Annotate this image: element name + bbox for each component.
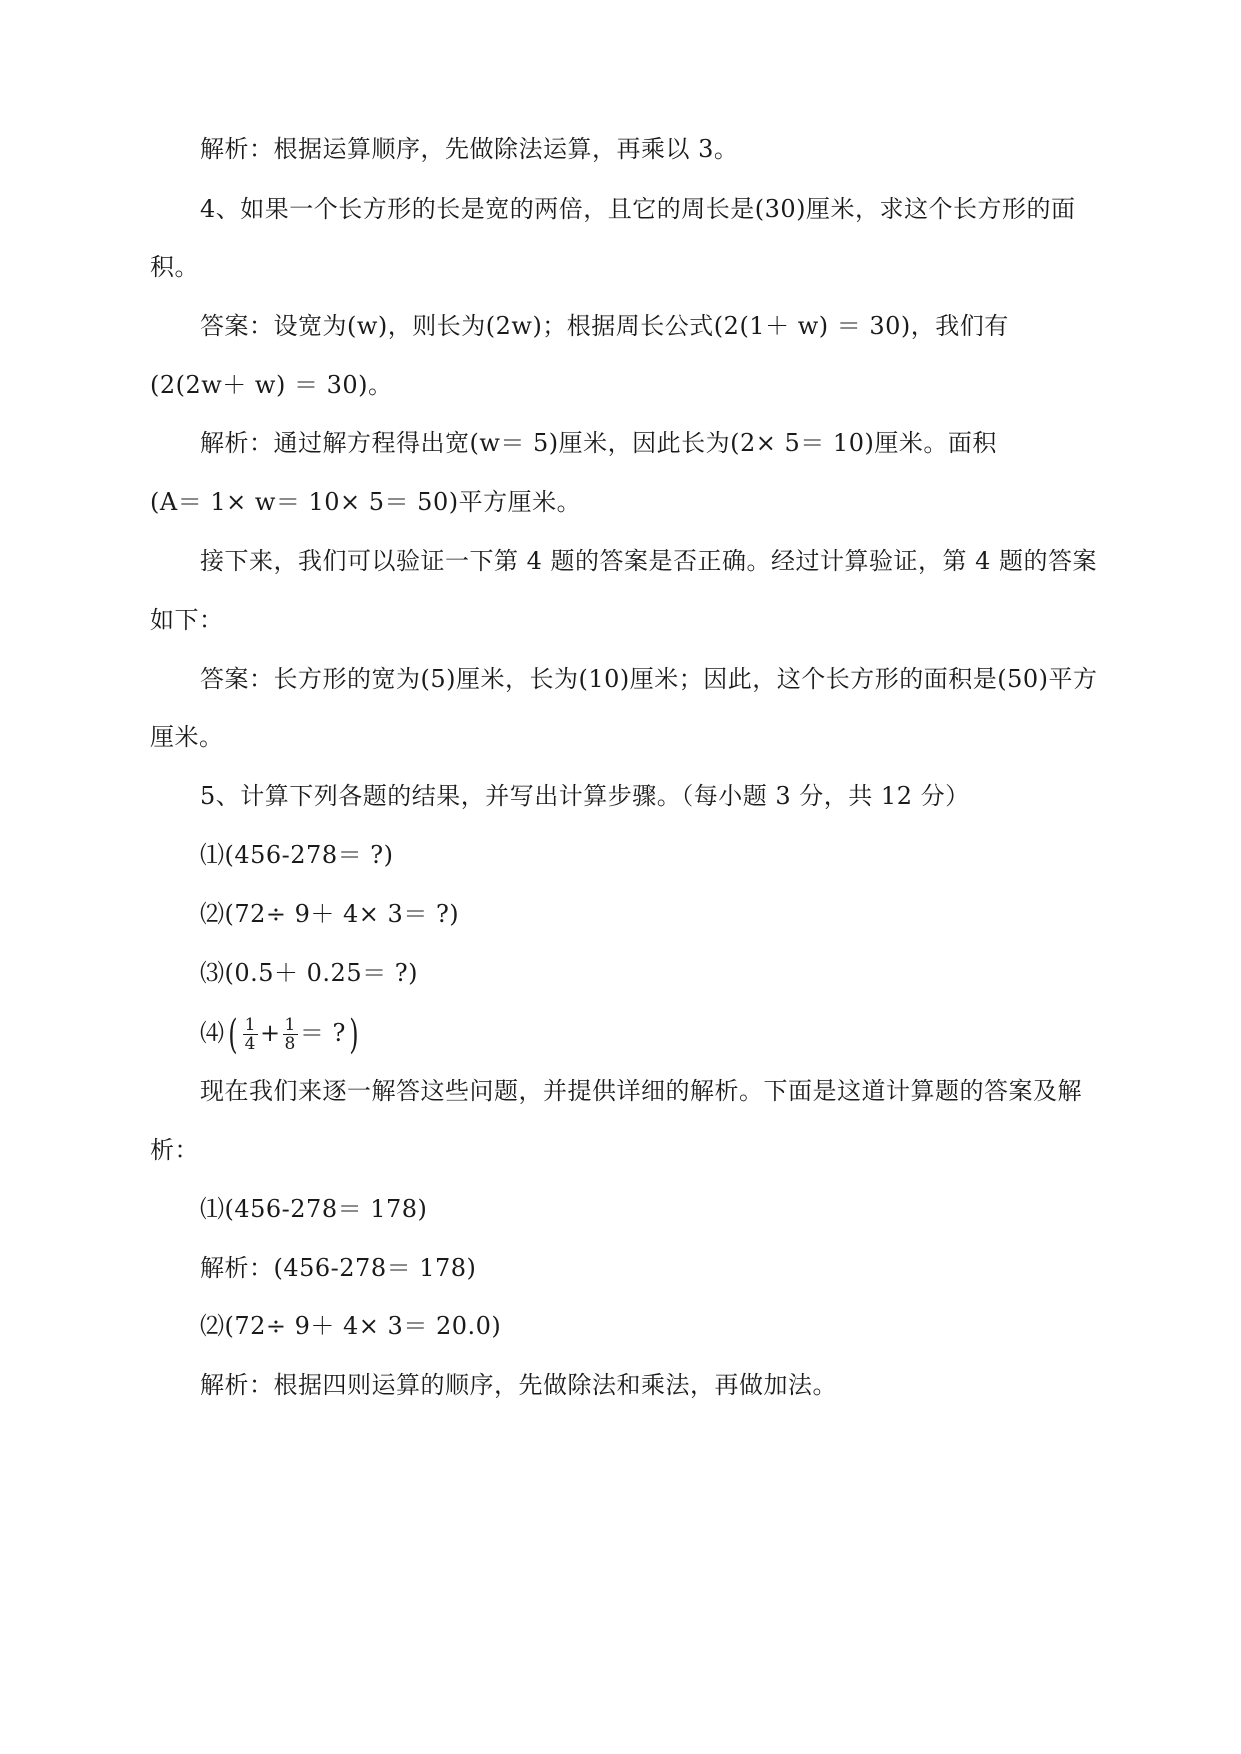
question-4-line-1: 4、如果一个长方形的长是宽的两倍，且它的周长是(30)厘米，求这个长方形的面 (200, 195, 1076, 223)
verify-line-2: 如下： (150, 606, 224, 634)
analysis-4-line-1: 解析：通过解方程得出宽(w＝ 5)厘米，因此长为(2× 5＝ 10)厘米。面积 (200, 429, 997, 457)
question-4-line-2: 积。 (150, 253, 199, 281)
question-5-item-3: ⑶(0.5＋ 0.25＝ ?) (200, 959, 418, 987)
verified-answer-line-1: 答案：长方形的宽为(5)厘米，长为(10)厘米；因此，这个长方形的面积是(50)平方 (200, 665, 1098, 693)
fraction-denominator: 4 (244, 1034, 256, 1054)
solution-item-2-analysis: 解析：根据四则运算的顺序，先做除法和乘法，再做加法。 (200, 1371, 837, 1399)
verify-line-1: 接下来，我们可以验证一下第 4 题的答案是否正确。经过计算验证，第 4 题的答案 (200, 547, 1098, 575)
open-paren: ( (227, 1011, 238, 1058)
fraction-one-eighth (283, 1016, 298, 1053)
close-paren: ) (349, 1011, 359, 1058)
question-5-item-2: ⑵(72÷ 9＋ 4× 3＝ ?) (200, 900, 460, 928)
fraction-numerator: 1 (244, 1015, 256, 1035)
verified-answer-line-2: 厘米。 (150, 723, 224, 751)
question-5-heading: 5、计算下列各题的结果，并写出计算步骤。（每小题 3 分，共 12 分） (200, 782, 970, 810)
analysis-4-line-2: (A＝ 1× w＝ 10× 5＝ 50)平方厘米。 (150, 488, 582, 516)
solution-intro-line-2: 析： (150, 1136, 199, 1164)
plus-sign: + (259, 1019, 281, 1047)
solution-item-1: ⑴(456-278＝ 178) (200, 1195, 428, 1223)
question-5-item-1: ⑴(456-278＝ ?) (200, 841, 394, 869)
question-5-item-4 (200, 1011, 1100, 1058)
solution-item-2: ⑵(72÷ 9＋ 4× 3＝ 20.0) (200, 1312, 502, 1340)
answer-4-line-2: (2(2w＋ w) ＝ 30)。 (150, 371, 393, 399)
equals-question: ＝ ? (299, 1019, 346, 1047)
fraction-denominator: 8 (284, 1034, 296, 1054)
item-4-label: ⑷ (200, 1019, 225, 1047)
paragraph-analysis-3: 解析：根据运算顺序，先做除法运算，再乘以 3。 (200, 135, 739, 163)
solution-item-1-analysis: 解析：(456-278＝ 178) (200, 1254, 477, 1282)
fraction-one-quarter (243, 1016, 258, 1053)
answer-4-line-1: 答案：设宽为(w)，则长为(2w)；根据周长公式(2(1＋ w) ＝ 30)，我们有 (200, 312, 1009, 340)
fraction-numerator: 1 (284, 1015, 296, 1035)
solution-intro-line-1: 现在我们来逐一解答这些问题，并提供详细的解析。下面是这道计算题的答案及解 (200, 1077, 1082, 1105)
